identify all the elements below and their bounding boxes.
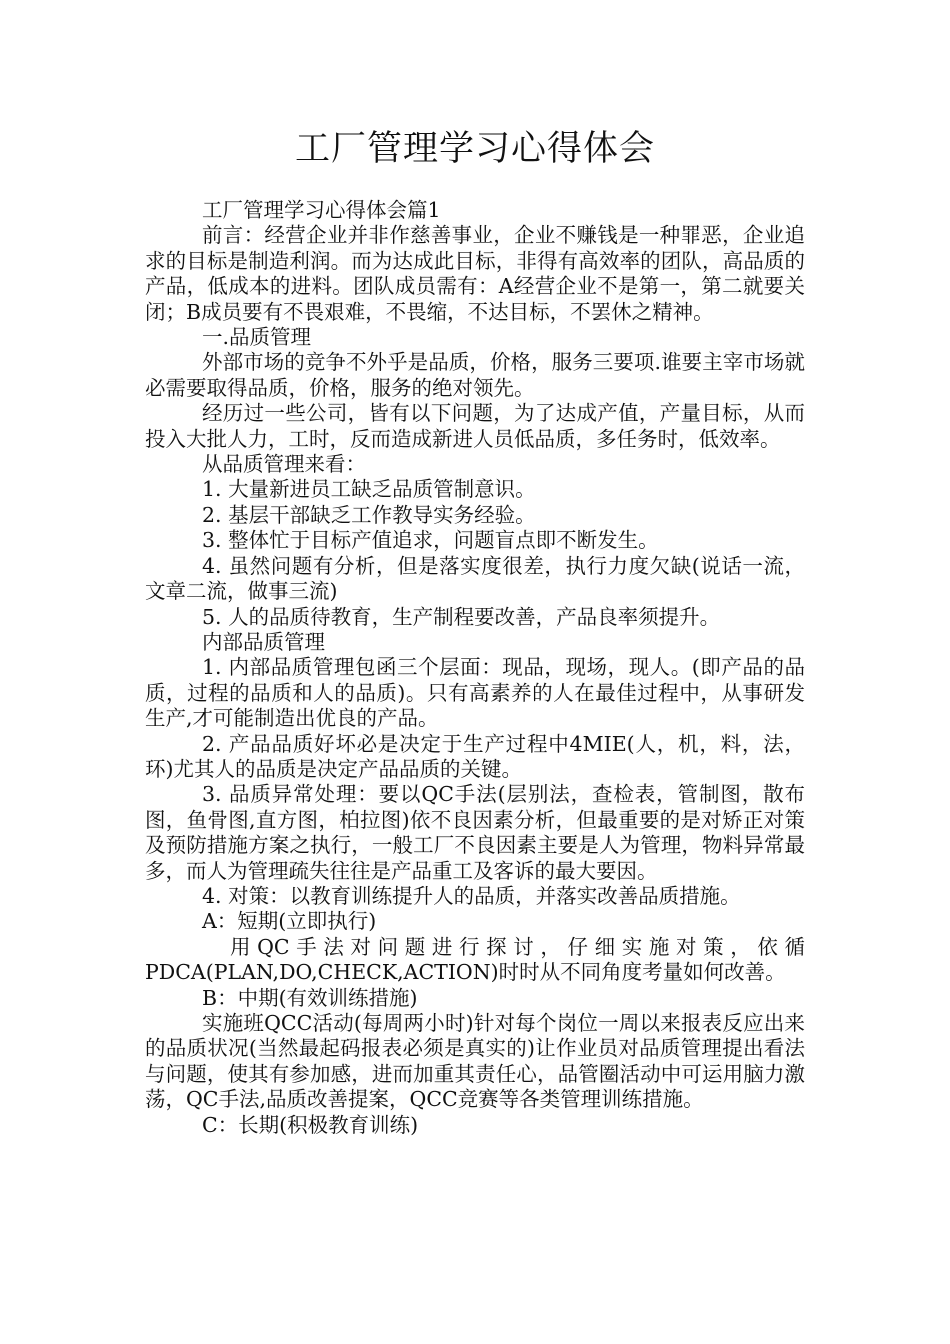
list-item: 4. 虽然问题有分析，但是落实度很差，执行力度欠缺(说话一流，文章二流，做事三流) [145,553,805,604]
paragraph: 经历过一些公司，皆有以下问题，为了达成产值，产量目标，从而投入大批人力，工时，反而造成新进人员低品质，多任务时，低效率。 [145,401,805,451]
list-item: 1. 大量新进员工缺乏品质管制意识。 [202,477,536,502]
list-item: 5. 人的品质待教育，生产制程要改善，产品良率须提升。 [202,604,721,629]
paragraph: 实施班QCC活动(每周两小时)针对每个岗位一周以来报表反应出来的品质状况(当然最起码报表必须是真实的)让作业员对品质管理提出看法与问题，使其有参加感，进而加重其责任心，品管圈活动中可运用脑力激荡，QC手法,品质改善提案，QCC竞赛等各类管理训练措施。 [145,1011,805,1112]
sub-heading: C：长期(积极教育训练) [202,1112,419,1137]
section-heading: 一.品质管理 [202,325,312,350]
section-heading: 内部品质管理 [202,629,325,654]
list-item: 1. 内部品质管理包函三个层面：现品，现场，现人。(即产品的品质，过程的品质和人的品质)。只有高素养的人在最佳过程中，从事研发生产,才可能制造出优良的产品。 [145,655,805,731]
paragraph: 从品质管理来看： [202,452,366,477]
list-item: 4. 对策：以教育训练提升人的品质，并落实改善品质措施。 [202,883,741,908]
section-heading: 工厂管理学习心得体会篇1 [202,198,441,222]
document-body [145,198,805,1138]
sub-heading: B：中期(有效训练措施) [202,985,418,1010]
paragraph: 用QC手法对问题进行探讨，仔细实施对策，依循PDCA(PLAN,DO,CHECK,ACTION)时时从不同角度考量如何改善。 [145,934,805,985]
list-item: 3. 品质异常处理：要以QC手法(层别法，查检表，管制图，散布图，鱼骨图,直方图，柏拉图)依不良因素分析，但最重要的是对矫正对策及预防措施方案之执行，一般工厂不良因素主要是人为管理，物料异常最多，而人为管理疏失往往是产品重工及客诉的最大要因。 [145,782,805,883]
list-item: 3. 整体忙于目标产值追求，问题盲点即不断发生。 [202,528,659,553]
paragraph: 前言：经营企业并非作慈善事业，企业不赚钱是一种罪恶，企业追求的目标是制造利润。而为达成此目标，非得有高效率的团队，高品质的产品，低成本的进料。团队成员需有：A经营企业不是第一，第二就要关闭；B成员要有不畏艰难，不畏缩，不达目标，不罢休之精神。 [145,223,805,324]
document-title: 工厂管理学习心得体会 [294,129,655,169]
list-item: 2. 基层干部缺乏工作教导实务经验。 [202,502,536,527]
paragraph: 外部市场的竞争不外乎是品质，价格，服务三要项.谁要主宰市场就必需要取得品质，价格，服务的绝对领先。 [145,350,805,400]
sub-heading: A：短期(立即执行) [202,909,377,934]
list-item: 2. 产品品质好坏必是决定于生产过程中4MIE(人，机，料，法，环)尤其人的品质是决定产品品质的关键。 [145,731,805,781]
